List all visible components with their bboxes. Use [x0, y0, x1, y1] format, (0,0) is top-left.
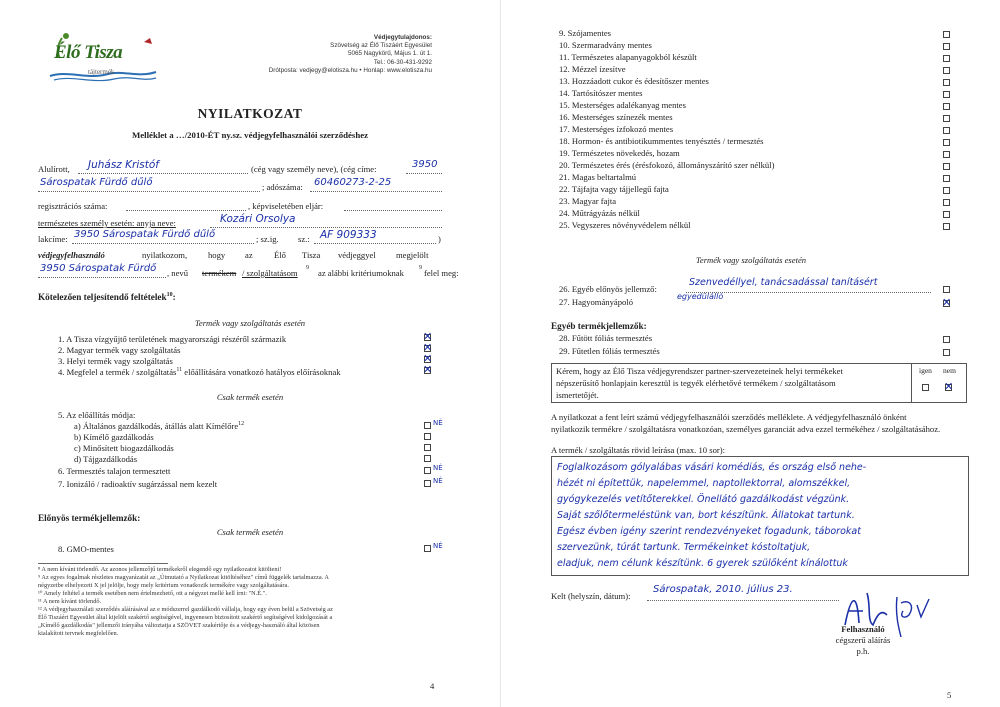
mandatory-heading-text: Kötelezően teljesítendő feltételek: [38, 292, 167, 303]
footnote-ref: 10: [166, 292, 173, 298]
list-item: [559, 100, 686, 110]
word: az: [245, 250, 253, 260]
checkbox[interactable]: [424, 455, 431, 462]
section-sub: Termék vagy szolgáltatás esetén: [695, 255, 807, 265]
list-item: [58, 367, 341, 377]
page-title: NYILATKOZAT: [197, 106, 303, 121]
list-item: [559, 284, 657, 294]
checkbox[interactable]: [943, 163, 950, 170]
list-item-text: 19. Természetes növekedés, hozam: [559, 148, 680, 158]
owner-line: Tel.: 06-30-431-9292: [373, 58, 432, 66]
section-sub-3: Csak termék esetén: [216, 527, 284, 537]
paren-close: ): [438, 234, 441, 244]
word: megjelölt: [396, 250, 429, 260]
date-label: Kelt (helyszín, dátum):: [551, 591, 631, 601]
checkbox[interactable]: [943, 115, 950, 122]
checkbox[interactable]: [943, 55, 950, 62]
checkbox[interactable]: [943, 187, 950, 194]
list-item-text: 27. Hagyományápoló: [559, 297, 633, 307]
checkbox[interactable]: [943, 43, 950, 50]
label-trademark-user: védjegyfelhasználó: [38, 250, 105, 260]
description-label: A termék / szolgáltatás rövid leírása (max. 10 sor):: [551, 445, 725, 455]
logo: [48, 30, 158, 85]
owner-contact: Drótposta: vedjegy@elotisza.hu • Honlap: www.elotisza.hu: [268, 66, 432, 74]
description-text: [557, 460, 866, 572]
list-item-text: 12. Mézzel ízesítve: [559, 64, 626, 74]
request-line: népszerűsítő honlapjain keresztül is tegyék elérhetővé termékem / szolgáltatásom: [556, 378, 836, 388]
no-label: nem: [943, 366, 956, 375]
date-value: Sárospatak, 2010. július 23.: [653, 584, 793, 595]
checkbox[interactable]: [943, 286, 950, 293]
checkbox[interactable]: [943, 175, 950, 182]
description-line: Egész évben igény szerint rendezvényeket fogadunk, táborokat: [557, 526, 861, 537]
tradition-note: egyedülálló: [677, 292, 724, 301]
description-line: eladjuk, nem célunk készítünk. 6 gyerek szülőként kínálottuk: [557, 558, 848, 569]
list-item: [58, 334, 286, 344]
footnote: négyzetbe elhelyezett X jel jelölje, hogy mely kritérium vonatkozik termékére vagy szolgáltatására.: [38, 582, 289, 589]
form-line-5: [38, 229, 442, 246]
list-item: [559, 196, 616, 206]
list-item-text: 25. Vegyszeres növényvédelem nélkül: [559, 220, 691, 230]
list-item-text: 18. Hormon- és antibiotikummentes tenyésztés / termesztés: [559, 136, 764, 146]
list-item-text: a) Általános gazdálkodás, átállás alatt Kímélőre: [74, 421, 239, 431]
list-item: [58, 410, 135, 420]
word: Tisza: [302, 250, 321, 260]
label-tax: ; adószáma:: [262, 182, 303, 192]
list-item: [74, 421, 244, 431]
list-item-text: 20. Természetes érés (érésfokozó, állományszárító szer nélkül): [559, 160, 775, 170]
section-sub-2: Csak termék esetén: [216, 392, 284, 402]
check-mark: NÉ: [433, 419, 443, 427]
list-item-text: előállítására vonatkozó hatályos előírásoknak: [182, 367, 341, 377]
owner-line: Szövetség az Élő Tiszáért Egyesület: [330, 42, 432, 50]
list-item: [58, 466, 170, 476]
residence-value: 3950 Sárospatak Fürdő dűlő: [74, 229, 216, 240]
list-item-text: 14. Tartósítószer mentes: [559, 88, 643, 98]
name-value: Juhász Kristóf: [88, 159, 159, 171]
list-item: [559, 28, 611, 38]
list-item-text: b) Kímélő gazdálkodás: [74, 432, 154, 442]
checkbox[interactable]: [943, 103, 950, 110]
check-mark: ✕: [944, 380, 954, 393]
mandatory-heading: [38, 292, 176, 302]
list-item-text: 15. Mesterséges adalékanyag mentes: [559, 100, 686, 110]
list-item: [559, 88, 643, 98]
page-subtitle: Melléklet a …/2010-ÉT ny.sz. védjegyfelhasználói szerződéshez: [131, 130, 369, 140]
word: felel meg:: [424, 268, 459, 278]
list-item-text: 2. Magyar termék vagy szolgáltatás: [58, 345, 181, 355]
checkbox[interactable]: [943, 223, 950, 230]
list-item-text: 7. Ionizáló / radioaktív sugárzással nem kezelt: [58, 479, 218, 489]
checkbox[interactable]: [943, 91, 950, 98]
checkbox[interactable]: [943, 127, 950, 134]
list-item: [74, 432, 154, 442]
list-item-text: 11. Természetes alapanyagokból készült: [559, 52, 697, 62]
word: Élő: [274, 250, 286, 260]
checkbox[interactable]: [943, 67, 950, 74]
list-item-text: 4. Megfelel a termék / szolgáltatás: [58, 367, 177, 377]
list-item: [58, 345, 180, 355]
footnote: Élő Tiszáért Egyesület által kijelölt szakértő segítségével, ingyenesen biztosított szakértő segítségével kidolgozását a: [38, 614, 333, 621]
list-item-text: 28. Fűtött fóliás termesztés: [559, 333, 653, 343]
yes-checkbox[interactable]: [922, 384, 929, 391]
paragraph-line: nyilatkozik termékre / szolgáltatásra vonatkozóan, személyes garanciát adva ezzel termékéhez / szolgáltatásához.: [551, 424, 941, 434]
footnote-rule: [38, 563, 168, 564]
signature-note: cégszerű aláírás: [835, 635, 891, 645]
mother-value: Kozári Orsolya: [220, 213, 296, 225]
check-mark: ✕: [942, 296, 952, 309]
footnote: ¹² A védjegyhasználati szerződés aláírásával az e módszerrel gazdálkodó vállalja, hogy egy éven belül a Szövetség az: [38, 606, 333, 613]
check-mark: NÉ: [433, 477, 443, 485]
list-item-text: 17. Mesterséges ízfokozó mentes: [559, 124, 674, 134]
form-line-4: [38, 213, 442, 230]
footnote: ¹¹ A nem kívánt törlendő.: [38, 598, 102, 605]
label-registration: regisztrációs száma:: [38, 201, 108, 211]
logo-script: Élő Tisza: [54, 42, 123, 63]
footnotes: [38, 566, 448, 638]
label-representative: , képviseletében eljár:: [248, 201, 324, 211]
list-item: [58, 544, 114, 554]
word: / szolgáltatásom: [242, 268, 298, 278]
form-line-7: [38, 263, 459, 280]
tax-value: 60460273-2-25: [314, 177, 392, 188]
list-item-text: 16. Mesterséges színezék mentes: [559, 112, 673, 122]
list-item: [559, 297, 633, 307]
description-line: gyógykezelés vetítőterekkel. Önellátó gazdálkodást végzünk.: [557, 494, 850, 505]
section-sub-1: Termék vagy szolgáltatás esetén: [194, 318, 306, 328]
checkbox[interactable]: [424, 545, 431, 552]
checkbox[interactable]: [424, 422, 431, 429]
list-item-text: 6. Termesztés talajon termesztett: [58, 466, 171, 476]
footnote-ref: 9: [306, 265, 309, 271]
request-line: Kérem, hogy az Élő Tisza védjegyrendszer partner-szervezeteinek helyi termékeket: [556, 366, 843, 376]
list-item: [559, 346, 660, 356]
other-heading: Egyéb termékjellemzők:: [551, 321, 647, 331]
description-line: Foglalkozásom gólyalábas vásári komédiás, és ország első nehe-: [557, 462, 867, 473]
checkbox[interactable]: [424, 467, 431, 474]
checkbox[interactable]: [943, 211, 950, 218]
checkbox[interactable]: [943, 199, 950, 206]
list-item: [74, 443, 174, 453]
list-item-text: c) Minősített biogazdálkodás: [74, 443, 174, 453]
check-mark: ✕: [423, 330, 433, 343]
check-mark: NÉ: [433, 464, 443, 472]
label-undersigned: Alulírott,: [38, 164, 70, 174]
list-item: [559, 112, 673, 122]
product-name-value: 3950 Sárospatak Fürdő: [40, 263, 157, 274]
checkbox[interactable]: [424, 433, 431, 440]
yes-label: igen: [919, 366, 932, 375]
advantage-heading: Előnyös termékjellemzők:: [38, 513, 141, 523]
address-value: Sárospatak Fürdő dűlő: [40, 177, 153, 188]
right-page: [500, 0, 1000, 707]
checkbox[interactable]: [943, 139, 950, 146]
description-line: szervezünk, túrát tartunk. Termékeinket kóstoltatjuk,: [557, 542, 811, 553]
word: nyilatkozom,: [142, 250, 188, 260]
struck-word: termékem: [202, 268, 237, 278]
form-line-2: [38, 177, 442, 194]
list-item-text: 1. A Tisza vízgyűjtő területének magyarországi részéről származik: [58, 334, 287, 344]
page-number: 4: [430, 681, 435, 691]
list-item: [559, 136, 764, 146]
owner-block: [269, 34, 432, 75]
footnote-ref: 11: [176, 367, 183, 374]
colon: :: [172, 292, 176, 303]
list-item: [559, 64, 626, 74]
registration-field[interactable]: [126, 199, 246, 211]
zip-value: 3950: [412, 159, 438, 170]
checkbox[interactable]: [424, 444, 431, 451]
list-item-text: 29. Fűtetlen fóliás termesztés: [559, 346, 660, 356]
list-item: [559, 333, 652, 343]
list-item: [559, 184, 669, 194]
list-item-text: 8. GMO-mentes: [58, 544, 114, 554]
label-residence: lakcíme:: [38, 234, 68, 244]
description-line: Saját szőlőtermeléstünk van, bort készítünk. Állatokat tartunk.: [557, 510, 855, 521]
checkbox[interactable]: [943, 151, 950, 158]
checkbox[interactable]: [943, 79, 950, 86]
list-item-text: 3. Helyi termék vagy szolgáltatás: [58, 356, 173, 366]
list-item-text: 24. Műtrágyázás nélkül: [559, 208, 640, 218]
signature-block: [801, 624, 925, 657]
list-item: [559, 40, 652, 50]
list-item: [559, 124, 673, 134]
other-feature-value: Szenvedéllyel, tanácsadással tanításért: [689, 277, 878, 288]
list-item-text: 13. Hozzáadott cukor és édesítőszer mentes: [559, 76, 709, 86]
word: az alábbi kritériumoknak: [318, 268, 404, 278]
declaration-paragraph: [551, 411, 940, 435]
logo-subtitle: tájtermék: [88, 68, 115, 76]
list-item: [559, 220, 691, 230]
list-item-text: 26. Egyéb előnyös jellemző:: [559, 284, 657, 294]
list-item: [58, 479, 217, 489]
list-item: [559, 160, 774, 170]
footnote-ref: 12: [238, 421, 245, 428]
list-item-text: 9. Szójamentes: [559, 28, 612, 38]
owner-line: 5065 Nagykörű, Május 1. út 1.: [347, 50, 432, 58]
list-item: [559, 76, 709, 86]
word: hogy: [208, 250, 226, 260]
checkbox[interactable]: [943, 31, 950, 38]
representative-field[interactable]: [344, 199, 442, 211]
owner-heading: Védjegytulajdonos:: [373, 34, 432, 41]
checkbox[interactable]: [424, 480, 431, 487]
check-mark: ✕: [423, 352, 433, 365]
footnote: ⁸ A nem kívánt törlendő. Az azonos jellemzőjű termékekről elegendő egy nyilatkozatot kitölteni!: [38, 566, 282, 573]
list-item-text: 10. Szermaradvány mentes: [559, 40, 652, 50]
label-number: sz.:: [298, 234, 310, 244]
label-id: ; sz.ig.: [256, 234, 279, 244]
list-item: [559, 148, 680, 158]
form-line-1: [38, 159, 442, 176]
page-number: 5: [947, 690, 952, 700]
check-mark: NÉ: [433, 542, 443, 550]
footnote-ref: 9: [419, 265, 422, 271]
request-line: ismertetőjét.: [556, 390, 599, 400]
list-item: [559, 52, 697, 62]
list-item-text: 5. Az előállítás módja:: [58, 410, 136, 420]
label-company: (cég vagy személy neve), (cég címe:: [251, 164, 377, 174]
list-item-text: 23. Magyar fajta: [559, 196, 617, 206]
label-mother: természetes személy esetén: anyja neve:: [38, 218, 176, 228]
request-divider: [911, 363, 912, 403]
form-line-6: [38, 250, 442, 264]
list-item: [559, 208, 640, 218]
checkbox[interactable]: [943, 336, 950, 343]
list-item: [559, 172, 636, 182]
word: , nevű: [167, 268, 189, 278]
description-line: hézét ni építettük, napelemmel, naptollektorral, alomszékkel,: [557, 478, 851, 489]
signature-role: Felhasználó: [841, 624, 885, 634]
paragraph-line: A nyilatkozat a fent leírt számú védjegyfelhasználói szerződés melléklete. A védjegyfelhasználó önként: [551, 412, 907, 422]
list-item: [74, 454, 137, 464]
list-item-text: 22. Tájfajta vagy tájjellegű fajta: [559, 184, 669, 194]
check-mark: ✕: [423, 341, 433, 354]
word: védjeggyel: [338, 250, 376, 260]
request-text: [556, 365, 843, 401]
form-line-3: [38, 199, 442, 213]
footnote: kialakított tervnek megfelelően.: [38, 630, 119, 637]
checkbox[interactable]: [943, 349, 950, 356]
footnote: ⁹ Az egyes fogalmak részletes magyarázatát az „Útmutató a Nyilatkozat kitöltéséhez" című függelék tartalmazza. A: [38, 574, 329, 581]
stamp-note: p.h.: [856, 646, 870, 656]
check-mark: ✕: [423, 363, 433, 376]
list-item: [58, 356, 173, 366]
id-value: AF 909333: [320, 229, 377, 241]
list-item-text: d) Tájgazdálkodás: [74, 454, 138, 464]
footnote: „Kímélő gazdálkodás" jellemzői irányába változtatja a SZÖVET szakértője és a védjegy-használó által közösen: [38, 622, 320, 629]
footnote: ¹⁰ Amely feltétel a termék esetében nem értelmezhető, ott a négyzet mellé kell írni: "N.É.".: [38, 590, 267, 597]
list-item-text: 21. Magas beltartalmú: [559, 172, 637, 182]
